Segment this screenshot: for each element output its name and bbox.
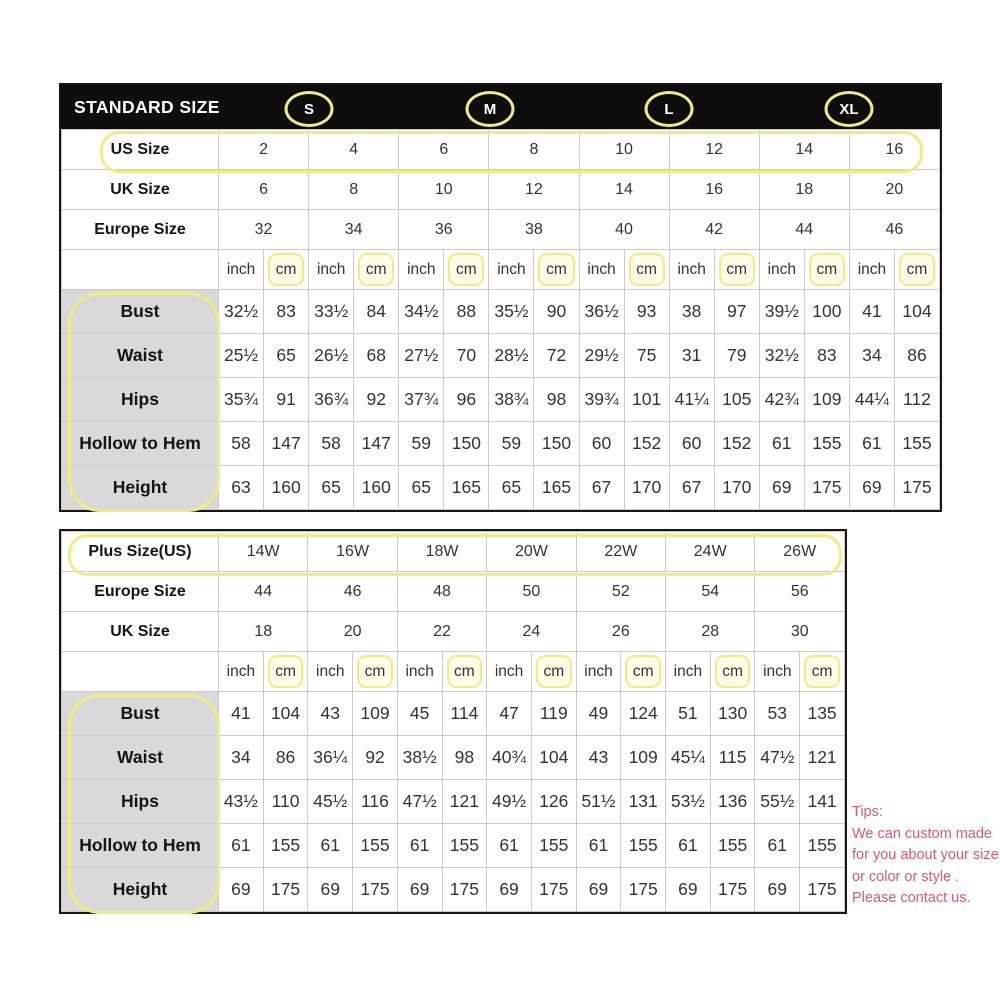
measurement-value: 44¼ <box>849 378 894 422</box>
measurement-value: 61 <box>487 824 532 868</box>
unit-row-spacer <box>62 250 219 290</box>
size-value: 26 <box>576 612 665 652</box>
measurement-value: 83 <box>804 334 849 378</box>
measurement-value: 175 <box>804 466 849 510</box>
measurement-row <box>62 692 845 736</box>
measurement-value: 58 <box>309 422 354 466</box>
size-row <box>62 572 845 612</box>
unit-inch-label: inch <box>487 652 532 692</box>
measurement-value: 79 <box>714 334 759 378</box>
standard-size-table <box>59 83 942 512</box>
measurement-value: 110 <box>263 780 308 824</box>
cm-highlight-box: cm <box>715 655 751 688</box>
unit-inch-label: inch <box>579 250 624 290</box>
measurement-value: 75 <box>624 334 669 378</box>
size-row <box>62 532 845 572</box>
size-value: 30 <box>755 612 845 652</box>
measurement-value: 26½ <box>309 334 354 378</box>
size-value: 14W <box>219 532 308 572</box>
size-value: 18 <box>219 612 308 652</box>
row-label: US Size <box>62 130 219 170</box>
size-badge-s: S <box>285 91 334 127</box>
measurement-value: 37¾ <box>399 378 444 422</box>
measurement-value: 36½ <box>579 290 624 334</box>
unit-cm-cell <box>354 250 399 290</box>
measurement-value: 69 <box>759 466 804 510</box>
unit-cm-cell <box>531 652 576 692</box>
size-badge-m: M <box>466 91 515 127</box>
cm-highlight-box: cm <box>804 655 840 688</box>
measurement-value: 65 <box>264 334 309 378</box>
size-value: 20W <box>487 532 576 572</box>
size-value: 44 <box>759 210 849 250</box>
measurement-row <box>62 290 940 334</box>
size-value: 16 <box>669 170 759 210</box>
measurement-value: 175 <box>531 868 576 912</box>
measurement-value: 27½ <box>399 334 444 378</box>
measurement-label: Hips <box>62 780 219 824</box>
measurement-value: 88 <box>444 290 489 334</box>
standard-size-title: STANDARD SIZE <box>74 96 220 117</box>
measurement-value: 69 <box>397 868 442 912</box>
measurement-value: 38 <box>669 290 714 334</box>
size-badge-l: L <box>645 91 694 127</box>
measurement-value: 160 <box>264 466 309 510</box>
measurement-value: 90 <box>534 290 579 334</box>
measurement-value: 100 <box>804 290 849 334</box>
measurement-value: 41¼ <box>669 378 714 422</box>
cm-highlight-box: cm <box>358 253 394 286</box>
measurement-value: 121 <box>442 780 487 824</box>
measurement-value: 136 <box>710 780 755 824</box>
measurement-value: 42¾ <box>759 378 804 422</box>
unit-row <box>62 250 940 290</box>
measurement-value: 175 <box>710 868 755 912</box>
unit-cm-cell <box>442 652 487 692</box>
measurement-value: 43 <box>308 692 353 736</box>
unit-inch-label: inch <box>399 250 444 290</box>
size-value: 34 <box>309 210 399 250</box>
measurement-value: 96 <box>444 378 489 422</box>
measurement-value: 116 <box>353 780 398 824</box>
measurement-value: 126 <box>531 780 576 824</box>
size-value: 14 <box>759 130 849 170</box>
measurement-value: 47½ <box>755 736 800 780</box>
measurement-value: 175 <box>894 466 939 510</box>
measurement-value: 28½ <box>489 334 534 378</box>
measurement-row <box>62 378 940 422</box>
measurement-value: 47½ <box>397 780 442 824</box>
measurement-value: 67 <box>579 466 624 510</box>
measurement-label: Bust <box>62 290 219 334</box>
size-value: 2 <box>219 130 309 170</box>
size-value: 4 <box>309 130 399 170</box>
tips-line-3: or color or style . <box>852 868 960 885</box>
measurement-value: 69 <box>308 868 353 912</box>
measurement-value: 53½ <box>666 780 711 824</box>
measurement-value: 69 <box>849 466 894 510</box>
measurement-value: 60 <box>669 422 714 466</box>
measurement-value: 65 <box>489 466 534 510</box>
size-value: 8 <box>309 170 399 210</box>
size-value: 24 <box>487 612 576 652</box>
measurement-value: 65 <box>309 466 354 510</box>
measurement-value: 59 <box>489 422 534 466</box>
measurement-value: 104 <box>894 290 939 334</box>
measurement-value: 155 <box>442 824 487 868</box>
measurement-value: 160 <box>354 466 399 510</box>
tips-line-1: We can custom made <box>852 825 992 842</box>
measurement-value: 40¾ <box>487 736 532 780</box>
measurement-row <box>62 868 845 912</box>
measurement-value: 70 <box>444 334 489 378</box>
unit-row <box>62 652 845 692</box>
row-label: Europe Size <box>62 210 219 250</box>
cm-highlight-box: cm <box>629 253 665 286</box>
measurement-value: 93 <box>624 290 669 334</box>
measurement-value: 33½ <box>309 290 354 334</box>
row-label: Plus Size(US) <box>62 532 219 572</box>
size-value: 36 <box>399 210 489 250</box>
unit-cm-cell <box>624 250 669 290</box>
row-label: Europe Size <box>62 572 219 612</box>
cm-highlight-box: cm <box>899 253 935 286</box>
measurement-value: 155 <box>800 824 845 868</box>
measurement-value: 59 <box>399 422 444 466</box>
measurement-value: 155 <box>531 824 576 868</box>
unit-inch-label: inch <box>755 652 800 692</box>
measurement-row <box>62 334 940 378</box>
unit-cm-cell <box>621 652 666 692</box>
unit-inch-label: inch <box>308 652 353 692</box>
unit-cm-cell <box>353 652 398 692</box>
size-value: 38 <box>489 210 579 250</box>
unit-cm-cell <box>800 652 845 692</box>
measurement-value: 104 <box>263 692 308 736</box>
measurement-label: Waist <box>62 736 219 780</box>
unit-row-spacer <box>62 652 219 692</box>
measurement-value: 105 <box>714 378 759 422</box>
measurement-label: Height <box>62 868 219 912</box>
measurement-label: Hollow to Hem <box>62 824 219 868</box>
measurement-value: 119 <box>531 692 576 736</box>
measurement-value: 175 <box>800 868 845 912</box>
size-value: 52 <box>576 572 665 612</box>
measurement-value: 34½ <box>399 290 444 334</box>
measurement-value: 43½ <box>219 780 264 824</box>
size-value: 44 <box>219 572 308 612</box>
measurement-value: 39¾ <box>579 378 624 422</box>
size-row <box>62 210 940 250</box>
size-row <box>62 130 940 170</box>
measurement-value: 141 <box>800 780 845 824</box>
size-value: 12 <box>669 130 759 170</box>
measurement-value: 155 <box>894 422 939 466</box>
size-row <box>62 612 845 652</box>
unit-cm-cell <box>444 250 489 290</box>
size-value: 20 <box>849 170 939 210</box>
size-value: 56 <box>755 572 845 612</box>
measurement-value: 45½ <box>308 780 353 824</box>
measurement-value: 51½ <box>576 780 621 824</box>
measurement-value: 86 <box>263 736 308 780</box>
measurement-value: 49 <box>576 692 621 736</box>
measurement-label: Bust <box>62 692 219 736</box>
size-value: 22W <box>576 532 665 572</box>
measurement-value: 175 <box>263 868 308 912</box>
measurement-value: 155 <box>710 824 755 868</box>
unit-inch-label: inch <box>489 250 534 290</box>
measurement-value: 45¼ <box>666 736 711 780</box>
measurement-value: 155 <box>804 422 849 466</box>
unit-cm-cell <box>714 250 759 290</box>
measurement-value: 72 <box>534 334 579 378</box>
size-value: 20 <box>308 612 397 652</box>
measurement-value: 61 <box>755 824 800 868</box>
size-row <box>62 170 940 210</box>
measurement-value: 34 <box>219 736 264 780</box>
size-value: 46 <box>308 572 397 612</box>
measurement-value: 36¼ <box>308 736 353 780</box>
size-value: 6 <box>219 170 309 210</box>
standard-table-header <box>61 85 940 129</box>
measurement-value: 51 <box>666 692 711 736</box>
measurement-value: 170 <box>714 466 759 510</box>
measurement-row <box>62 780 845 824</box>
unit-inch-label: inch <box>576 652 621 692</box>
size-value: 50 <box>487 572 576 612</box>
size-value: 10 <box>579 130 669 170</box>
size-value: 8 <box>489 130 579 170</box>
measurement-value: 165 <box>534 466 579 510</box>
measurement-value: 69 <box>219 868 264 912</box>
measurement-value: 49½ <box>487 780 532 824</box>
measurement-value: 152 <box>714 422 759 466</box>
measurement-value: 131 <box>621 780 666 824</box>
unit-inch-label: inch <box>759 250 804 290</box>
measurement-value: 92 <box>354 378 399 422</box>
measurement-value: 69 <box>576 868 621 912</box>
measurement-value: 69 <box>666 868 711 912</box>
measurement-value: 130 <box>710 692 755 736</box>
measurement-label: Hollow to Hem <box>62 422 219 466</box>
measurement-label: Height <box>62 466 219 510</box>
size-value: 24W <box>666 532 755 572</box>
cm-highlight-box: cm <box>448 253 484 286</box>
measurement-value: 63 <box>219 466 264 510</box>
cm-highlight-box: cm <box>268 655 304 688</box>
row-label: UK Size <box>62 612 219 652</box>
measurement-value: 41 <box>849 290 894 334</box>
measurement-value: 36¾ <box>309 378 354 422</box>
measurement-value: 147 <box>264 422 309 466</box>
measurement-value: 34 <box>849 334 894 378</box>
standard-size-grid <box>61 129 940 510</box>
measurement-value: 65 <box>399 466 444 510</box>
cm-highlight-box: cm <box>536 655 572 688</box>
cm-highlight-box: cm <box>447 655 483 688</box>
measurement-value: 155 <box>621 824 666 868</box>
unit-cm-cell <box>894 250 939 290</box>
unit-inch-label: inch <box>849 250 894 290</box>
measurement-value: 114 <box>442 692 487 736</box>
measurement-label: Hips <box>62 378 219 422</box>
size-badge-xl: XL <box>825 91 874 127</box>
size-value: 14 <box>579 170 669 210</box>
tips-line-4: Please contact us. <box>852 890 971 906</box>
measurement-value: 155 <box>263 824 308 868</box>
measurement-value: 109 <box>621 736 666 780</box>
measurement-value: 109 <box>804 378 849 422</box>
measurement-value: 97 <box>714 290 759 334</box>
measurement-value: 84 <box>354 290 399 334</box>
measurement-value: 150 <box>534 422 579 466</box>
unit-inch-label: inch <box>219 652 264 692</box>
measurement-value: 39½ <box>759 290 804 334</box>
cm-highlight-box: cm <box>538 253 574 286</box>
measurement-value: 98 <box>442 736 487 780</box>
measurement-value: 115 <box>710 736 755 780</box>
plus-size-table <box>59 529 847 914</box>
tips-note <box>852 802 999 910</box>
measurement-value: 32½ <box>219 290 264 334</box>
measurement-value: 29½ <box>579 334 624 378</box>
size-value: 12 <box>489 170 579 210</box>
measurement-value: 35½ <box>489 290 534 334</box>
tips-title: Tips: <box>852 804 883 820</box>
measurement-value: 91 <box>264 378 309 422</box>
measurement-value: 38½ <box>397 736 442 780</box>
measurement-value: 98 <box>534 378 579 422</box>
measurement-value: 41 <box>219 692 264 736</box>
unit-inch-label: inch <box>669 250 714 290</box>
measurement-value: 61 <box>759 422 804 466</box>
row-label: UK Size <box>62 170 219 210</box>
size-value: 28 <box>666 612 755 652</box>
measurement-value: 38¾ <box>489 378 534 422</box>
measurement-value: 121 <box>800 736 845 780</box>
unit-cm-cell <box>534 250 579 290</box>
measurement-value: 32½ <box>759 334 804 378</box>
unit-inch-label: inch <box>309 250 354 290</box>
measurement-value: 53 <box>755 692 800 736</box>
measurement-value: 112 <box>894 378 939 422</box>
measurement-value: 101 <box>624 378 669 422</box>
measurement-value: 152 <box>624 422 669 466</box>
size-value: 54 <box>666 572 755 612</box>
measurement-value: 60 <box>579 422 624 466</box>
measurement-value: 69 <box>755 868 800 912</box>
measurement-value: 25½ <box>219 334 264 378</box>
size-value: 42 <box>669 210 759 250</box>
measurement-value: 124 <box>621 692 666 736</box>
cm-highlight-box: cm <box>268 253 304 286</box>
measurement-value: 43 <box>576 736 621 780</box>
measurement-row <box>62 422 940 466</box>
cm-highlight-box: cm <box>625 655 661 688</box>
measurement-value: 175 <box>621 868 666 912</box>
unit-inch-label: inch <box>397 652 442 692</box>
measurement-value: 175 <box>442 868 487 912</box>
measurement-value: 47 <box>487 692 532 736</box>
measurement-row <box>62 824 845 868</box>
measurement-value: 61 <box>576 824 621 868</box>
unit-inch-label: inch <box>219 250 264 290</box>
size-value: 10 <box>399 170 489 210</box>
measurement-value: 61 <box>397 824 442 868</box>
unit-cm-cell <box>263 652 308 692</box>
measurement-value: 86 <box>894 334 939 378</box>
measurement-value: 61 <box>308 824 353 868</box>
cm-highlight-box: cm <box>357 655 393 688</box>
measurement-value: 61 <box>849 422 894 466</box>
size-value: 6 <box>399 130 489 170</box>
size-value: 16 <box>849 130 939 170</box>
size-value: 16W <box>308 532 397 572</box>
plus-size-grid <box>61 531 845 912</box>
size-value: 18W <box>397 532 486 572</box>
measurement-value: 67 <box>669 466 714 510</box>
measurement-value: 83 <box>264 290 309 334</box>
unit-inch-label: inch <box>666 652 711 692</box>
measurement-value: 135 <box>800 692 845 736</box>
measurement-value: 35¾ <box>219 378 264 422</box>
unit-cm-cell <box>710 652 755 692</box>
measurement-value: 92 <box>353 736 398 780</box>
size-value: 22 <box>397 612 486 652</box>
size-value: 26W <box>755 532 845 572</box>
size-value: 18 <box>759 170 849 210</box>
measurement-value: 170 <box>624 466 669 510</box>
cm-highlight-box: cm <box>719 253 755 286</box>
measurement-value: 45 <box>397 692 442 736</box>
cm-highlight-box: cm <box>809 253 845 286</box>
unit-cm-cell <box>804 250 849 290</box>
size-value: 46 <box>849 210 939 250</box>
measurement-value: 150 <box>444 422 489 466</box>
measurement-row <box>62 466 940 510</box>
measurement-row <box>62 736 845 780</box>
measurement-value: 61 <box>666 824 711 868</box>
measurement-value: 69 <box>487 868 532 912</box>
measurement-label: Waist <box>62 334 219 378</box>
tips-line-2: for you about your size <box>852 847 999 863</box>
unit-cm-cell <box>264 250 309 290</box>
size-value: 32 <box>219 210 309 250</box>
measurement-value: 104 <box>531 736 576 780</box>
measurement-value: 175 <box>353 868 398 912</box>
measurement-value: 109 <box>353 692 398 736</box>
measurement-value: 147 <box>354 422 399 466</box>
measurement-value: 31 <box>669 334 714 378</box>
measurement-value: 68 <box>354 334 399 378</box>
measurement-value: 155 <box>353 824 398 868</box>
measurement-value: 165 <box>444 466 489 510</box>
measurement-value: 61 <box>219 824 264 868</box>
measurement-value: 58 <box>219 422 264 466</box>
size-value: 40 <box>579 210 669 250</box>
size-value: 48 <box>397 572 486 612</box>
measurement-value: 55½ <box>755 780 800 824</box>
